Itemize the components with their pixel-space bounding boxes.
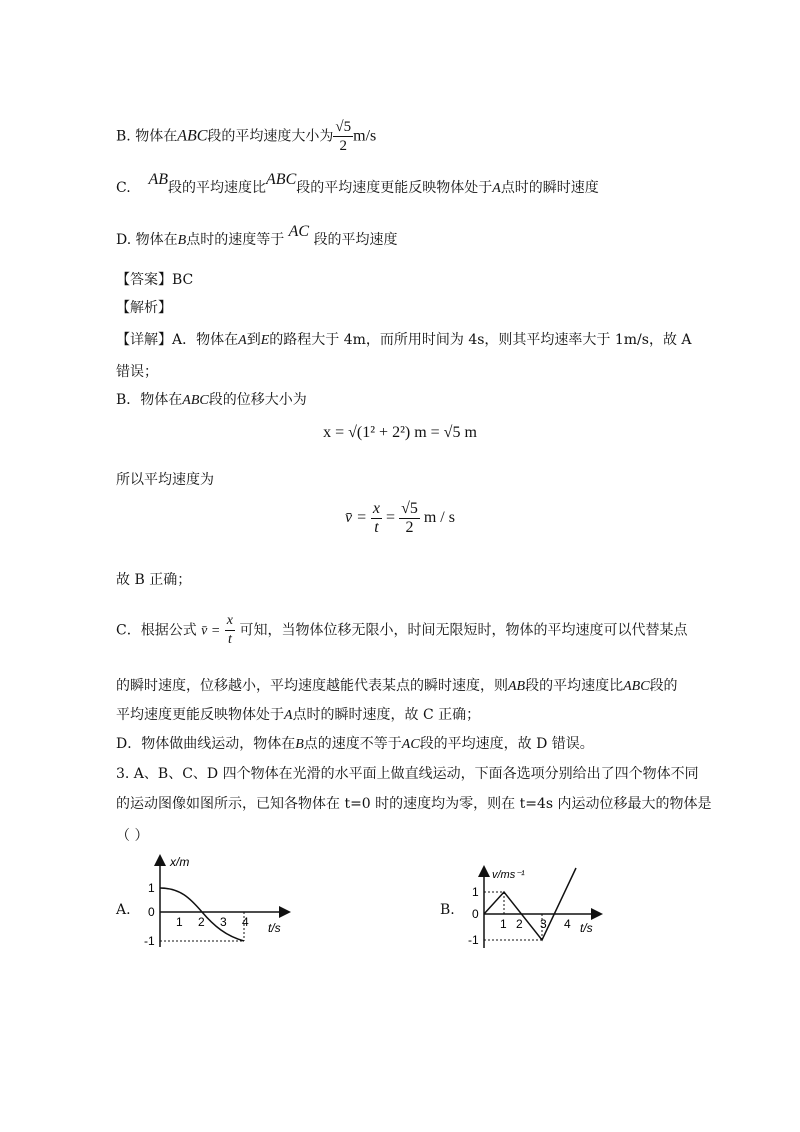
fraction-x-over-t [371,500,382,537]
detail-a-line1 [116,330,692,351]
answer-label: 【答案】 [116,272,172,288]
y-tick-1: 1 [472,885,479,899]
graph-b [464,864,610,950]
graph-a-option: A. [116,902,131,918]
detail-c-text5: 段的 [649,678,678,694]
segment-abc: ABC [182,393,209,408]
y-tick-neg1: -1 [144,934,155,948]
segment-abc: ABC [623,679,650,694]
detail-a-line2: 错误； [116,364,158,380]
fraction-denominator: t [374,519,379,536]
option-d-text2: 段的平均速度 [313,232,398,248]
answer-line [116,270,193,290]
segment-ab: AB [148,171,169,188]
detail-c-line3 [116,705,480,726]
fraction-denominator: 2 [339,138,348,154]
x-tick-3: 3 [540,917,547,931]
v-bar: v̄ = [345,509,367,527]
detail-a-text: 【详解】A．物体在 [116,332,239,348]
fraction-numerator: x [225,612,235,631]
option-b [116,118,376,155]
option-d [116,223,398,251]
y-tick-1: 1 [148,881,155,895]
point-a: A [492,181,501,196]
y-axis-label: x/m [170,855,190,869]
fraction-numerator: x [372,500,381,517]
detail-c-text2: 可知，当物体位移无限小，时间无限短时，物体的平均速度可以代替某点 [239,622,688,639]
detail-b-text: B．物体在 [116,392,183,408]
x-tick-1: 1 [500,917,507,931]
fraction-denominator: 2 [405,519,414,536]
fraction-sqrt5-over-2 [333,118,353,155]
option-b-prefix: B. 物体在 [116,128,178,145]
analysis-label: 【解析】 [116,300,172,316]
point-a: A [238,333,247,348]
detail-d-line1 [116,734,594,755]
fraction-x-over-t [225,612,235,649]
y-tick-neg1: -1 [468,933,479,947]
equals-sign: = [386,509,396,527]
detail-b-line1 [116,390,307,411]
x-tick-3: 3 [220,915,227,929]
detail-a-rest: 的路程大于 4m，而所用时间为 4s，则其平均速率大于 1m/s，故 A [269,332,692,348]
detail-c-text7: 点时的瞬时速度，故 C 正确； [292,707,481,723]
detail-to: 到 [246,332,261,348]
option-c-text1: 段的平均速度比 [168,180,267,196]
point-b: B [177,233,187,248]
segment-abc: ABC [266,171,297,188]
answer-value: BC [172,272,194,288]
detail-d-text: D．物体做曲线运动，物体在 [116,736,296,752]
x-axis-label: t/s [268,921,281,935]
question-3-line1: 3. A、B、C、D 四个物体在光滑的水平面上做直线运动，下面各选项分别给出了四个物体不同 [116,766,699,782]
x-tick-2: 2 [516,917,523,931]
question-3-line3: （ ） [116,828,149,844]
option-c-text3: 点时的瞬时速度 [500,180,599,196]
x-tick-4: 4 [564,917,571,931]
segment-ac: AC [401,737,420,752]
detail-d-text2: 点的速度不等于 [303,736,402,752]
segment-abc: ABC [177,127,208,145]
equation-average-velocity [0,500,800,537]
unit-ms: m/s [353,127,377,145]
segment-ab: AB [508,679,526,694]
x-tick-1: 1 [176,915,183,929]
fraction-sqrt5-over-2 [399,500,420,537]
detail-c-line1 [116,612,687,649]
option-c [116,171,599,199]
segment-ac: AC [288,223,310,240]
x-tick-4: 4 [242,915,249,929]
fraction-numerator: √5 [335,119,352,135]
x-tick-2: 2 [198,915,205,929]
unit-ms: m / s [423,509,455,527]
question-3-line2: 的运动图像如图所示，已知各物体在 t=0 时的速度均为零，则在 t=4s 内运动位移最大的物体是 [116,796,712,812]
detail-c-text3: 的瞬时速度，位移越小，平均速度越能代表某点的瞬时速度，则 [116,678,508,694]
fraction-numerator: √5 [401,500,418,517]
x-axis-label: t/s [580,921,593,935]
detail-d-text3: 段的平均速度，故 D 错误。 [419,736,594,752]
y-axis-label: v/ms⁻¹ [492,869,525,881]
option-c-text2: 段的平均速度更能反映物体处于 [296,180,493,196]
point-b: B [295,737,304,752]
detail-b-line2: 所以平均速度为 [116,472,214,488]
y-tick-0: 0 [472,907,479,921]
detail-b-text2: 段的位移大小为 [208,392,307,408]
detail-c-text: C．根据公式 [116,622,197,639]
option-d-text1: 点时的速度等于 [186,232,285,248]
graph-b-option: B. [440,902,455,918]
equation-displacement: x = √(1² + 2²) m = √5 m [323,424,477,441]
y-tick-0: 0 [148,905,155,919]
point-e: E [260,333,270,348]
detail-c-text6: 平均速度更能反映物体处于 [116,707,284,723]
detail-c-line2 [116,676,678,697]
point-a: A [284,708,293,723]
v-bar: v̄ = [201,623,221,639]
detail-b-line3: 故 B 正确； [116,572,192,588]
option-c-prefix: C. [116,180,131,196]
option-d-prefix: D. 物体在 [116,232,178,248]
graph-a [140,852,300,952]
option-b-mid: 段的平均速度大小为 [207,128,334,145]
detail-c-text4: 段的平均速度比 [525,678,624,694]
fraction-denominator: t [227,632,232,647]
